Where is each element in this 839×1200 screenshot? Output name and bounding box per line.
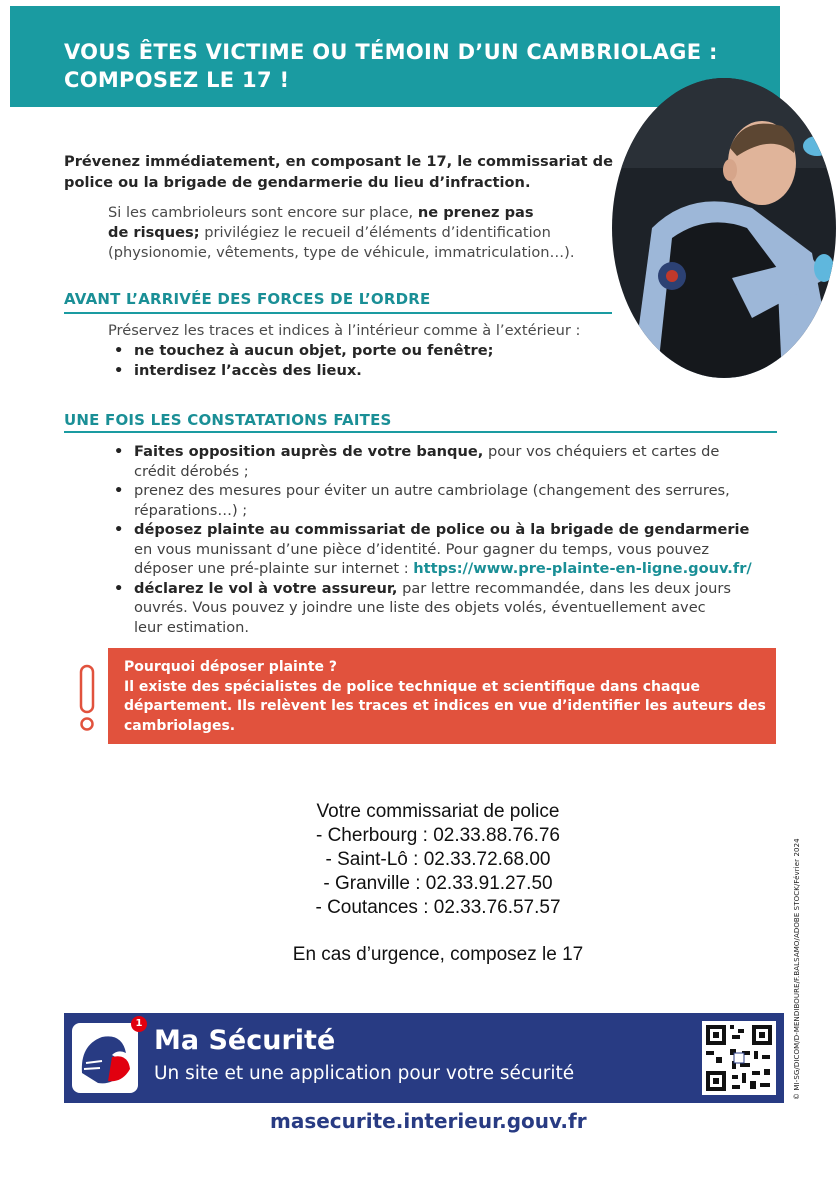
section2-list xyxy=(108,442,752,637)
list-item-continuation: réparations…) ; xyxy=(134,501,248,519)
contact-line: - Saint-Lô : 02.33.72.68.00 xyxy=(325,849,551,870)
exclamation-icon xyxy=(76,664,98,738)
photo-credit: © MI-SG/DICOM/D-MENDIBOURE/F.BALSAMO/ADOBE STOCK/Février 2024 xyxy=(793,838,801,1100)
list-item: • prenez des mesures pour éviter un autre cambriolage (changement des serrures, xyxy=(114,482,730,499)
qr-code-icon[interactable] xyxy=(702,1021,776,1095)
list-item-continuation: déposer une pré-plainte sur internet : https://www.pre-plainte-en-ligne.gouv.fr/ xyxy=(134,560,752,577)
intro-line1: Prévenez immédiatement, en composant le 17, le commissariat de xyxy=(64,153,614,170)
alert-line3: cambriolages. xyxy=(124,717,236,734)
emergency-line: En cas d’urgence, composez le 17 xyxy=(292,944,584,965)
list-item-continuation: leur estimation. xyxy=(134,618,250,636)
brand-name: Ma Sécurité xyxy=(154,1025,336,1056)
section-heading-before-arrival: AVANT L’ARRIVÉE DES FORCES DE L’ORDRE xyxy=(64,290,431,308)
advice-line2: de risques; privilégiez le recueil d’éléments d’identification xyxy=(108,224,551,241)
intro-line2: police ou la brigade de gendarmerie du lieu d’infraction. xyxy=(64,174,531,191)
list-item: • ne touchez à aucun objet, porte ou fenêtre; xyxy=(114,342,494,359)
section-heading-after-findings: UNE FOIS LES CONSTATATIONS FAITES xyxy=(64,411,392,429)
advice-line1: Si les cambrioleurs sont encore sur place, ne prenez pas xyxy=(108,204,534,221)
contact-line: - Coutances : 02.33.76.57.57 xyxy=(315,897,561,918)
list-item: • Faites opposition auprès de votre banque, pour vos chéquiers et cartes de xyxy=(114,443,720,460)
section1-intro: Préservez les traces et indices à l’intérieur comme à l’extérieur : xyxy=(108,322,581,339)
alert-text xyxy=(124,658,766,736)
brand-tagline: Un site et une application pour votre sécurité xyxy=(154,1063,575,1084)
website-link[interactable]: masecurite.interieur.gouv.fr xyxy=(270,1109,587,1133)
contact-line: - Cherbourg : 02.33.88.76.76 xyxy=(315,825,560,846)
alert-title: Pourquoi déposer plainte ? xyxy=(124,659,338,675)
alert-line2: département. Ils relèvent les traces et indices en vue d’identifier les auteurs des xyxy=(124,698,766,714)
gendarme-photo xyxy=(612,78,836,378)
marianne-logo-icon xyxy=(72,1023,138,1093)
pre-plainte-link[interactable]: https://www.pre-plainte-en-ligne.gouv.fr/ xyxy=(413,560,752,577)
list-item: • déclarez le vol à votre assureur, par lettre recommandée, dans les deux jours xyxy=(114,579,732,597)
notification-badge: 1 xyxy=(131,1016,147,1032)
ma-securite-banner[interactable] xyxy=(64,1013,784,1103)
alert-box xyxy=(108,648,776,744)
list-item: • interdisez l’accès des lieux. xyxy=(114,361,362,379)
alert-line1: Il existe des spécialistes de police technique et scientifique dans chaque xyxy=(124,678,700,695)
section-divider xyxy=(64,431,777,433)
contact-line: - Granville : 02.33.91.27.50 xyxy=(323,873,553,894)
section-divider xyxy=(64,312,612,314)
list-item-continuation: ouvrés. Vous pouvez y joindre une liste des objets volés, éventuellement avec xyxy=(134,599,706,616)
banner-title-line1: VOUS ÊTES VICTIME OU TÉMOIN D’UN CAMBRIOLAGE : xyxy=(64,40,718,64)
section1-list xyxy=(108,341,494,380)
banner-title-line2: COMPOSEZ LE 17 ! xyxy=(64,68,290,92)
list-item-continuation: crédit dérobés ; xyxy=(134,462,249,480)
advice-line3: (physionomie, vêtements, type de véhicule, immatriculation…). xyxy=(108,244,575,261)
contact-title: Votre commissariat de police xyxy=(316,801,560,822)
list-item: • déposez plainte au commissariat de police ou à la brigade de gendarmerie xyxy=(114,521,750,538)
list-item-continuation: en vous munissant d’une pièce d’identité. Pour gagner du temps, vous pouvez xyxy=(134,540,710,558)
